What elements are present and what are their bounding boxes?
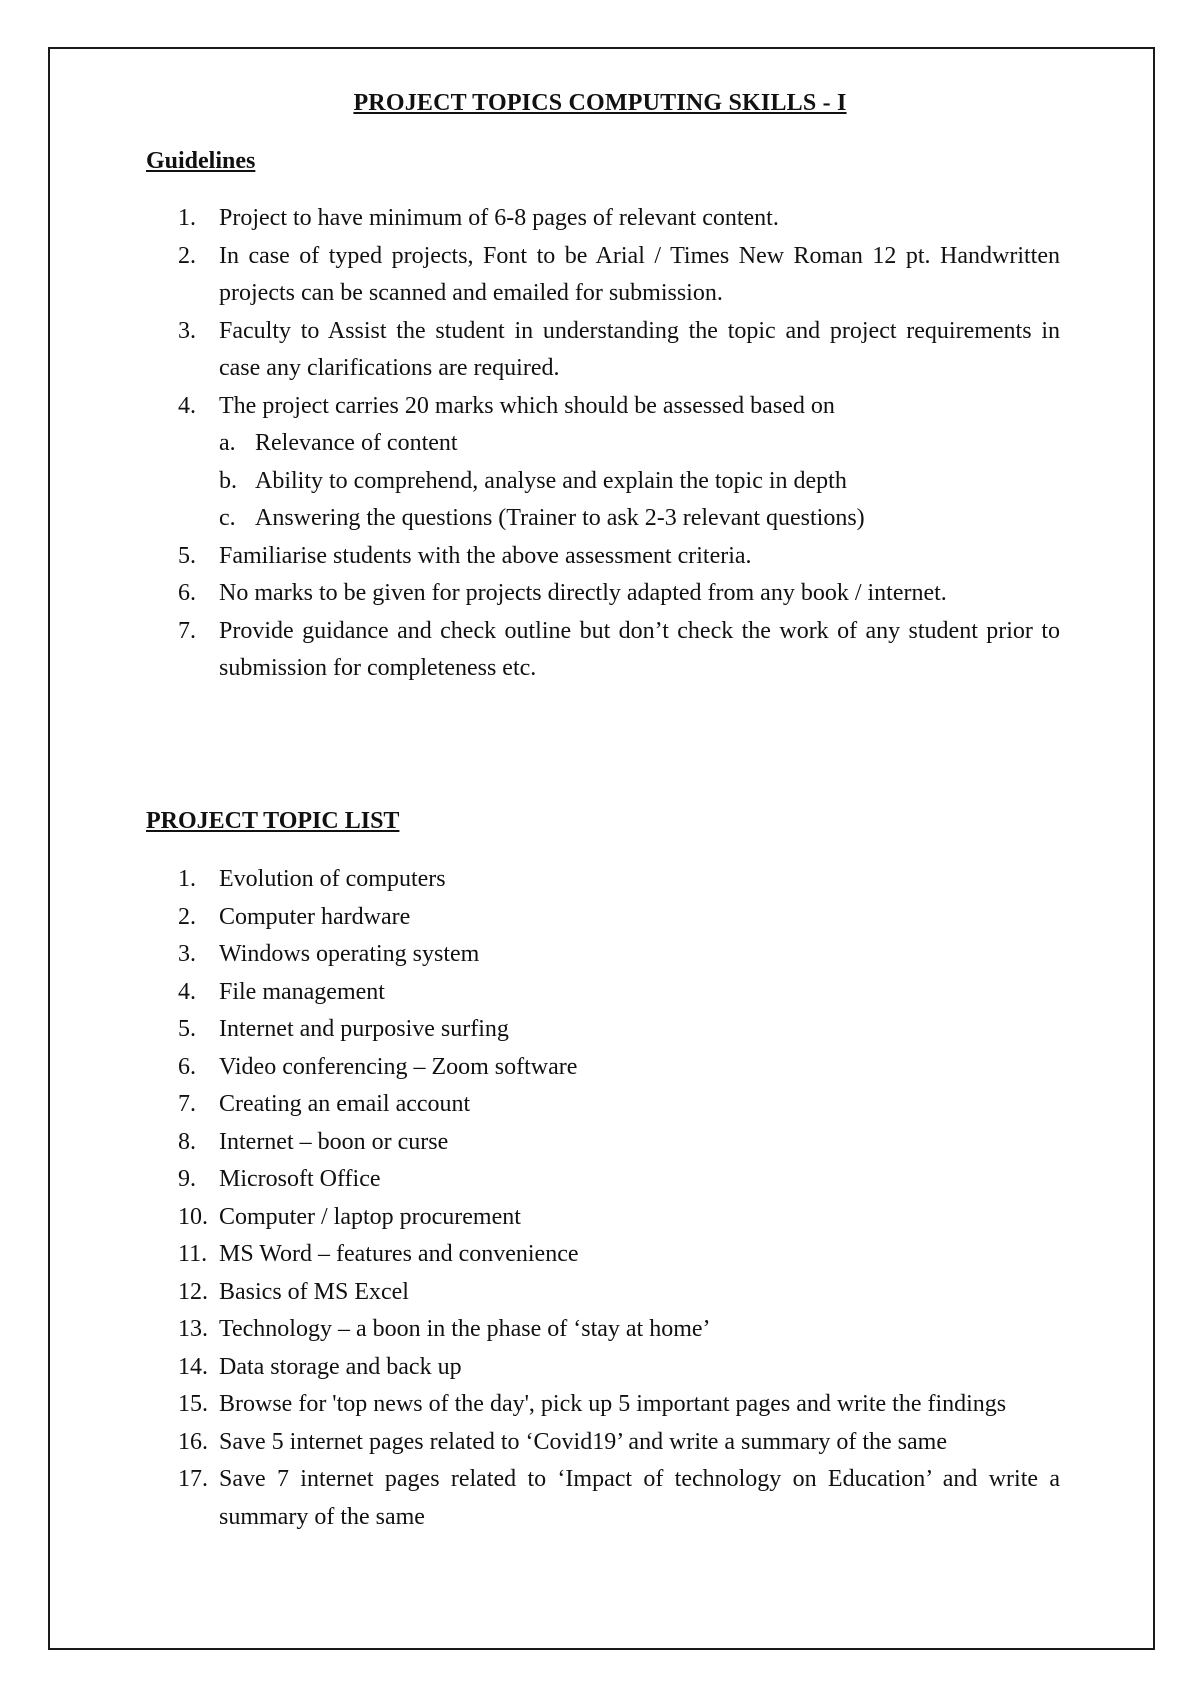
criteria-letter: a. xyxy=(219,430,236,456)
topic-number: 11. xyxy=(178,1241,208,1267)
guideline-text: Familiarise students with the above assessment criteria. xyxy=(219,542,752,569)
topic-text: Evolution of computers xyxy=(219,866,446,892)
guideline-text: In case of typed projects, Font to be Arial / Times New Roman 12 pt. Handwritten projects can be scanned and emailed for submission. xyxy=(219,242,1060,306)
criteria-text: Ability to comprehend, analyse and explain the topic in depth xyxy=(255,467,847,494)
topic-number: 8. xyxy=(178,1128,196,1155)
topic-text: Microsoft Office xyxy=(219,1166,381,1192)
topic-item xyxy=(146,861,1060,899)
guideline-number: 6. xyxy=(178,580,196,606)
topic-item xyxy=(146,1161,1060,1199)
topic-item xyxy=(146,1049,1060,1087)
topic-number: 3. xyxy=(178,941,196,967)
topic-number: 6. xyxy=(178,1053,196,1080)
topic-item xyxy=(146,1349,1060,1387)
topic-list-heading: PROJECT TOPIC LIST xyxy=(146,808,400,834)
guideline-item xyxy=(146,313,1060,388)
guideline-number: 1. xyxy=(178,205,196,231)
topic-item xyxy=(146,1386,1060,1424)
guidelines-heading: Guidelines xyxy=(146,148,256,174)
topic-number: 9. xyxy=(178,1166,196,1192)
topic-text: Creating an email account xyxy=(219,1091,471,1117)
guideline-text: No marks to be given for projects directly adapted from any book / internet. xyxy=(219,580,947,606)
guideline-item xyxy=(146,575,1060,613)
guideline-item xyxy=(146,238,1060,313)
guideline-item xyxy=(146,613,1060,688)
topic-number: 14. xyxy=(178,1353,208,1380)
guideline-number: 7. xyxy=(178,617,196,644)
topic-number: 17. xyxy=(178,1466,208,1492)
criteria-letter: b. xyxy=(219,467,237,494)
topic-number: 10. xyxy=(178,1203,208,1230)
guideline-item xyxy=(146,538,1060,576)
topic-text: Browse for 'top news of the day', pick up 5 important pages and write the findings xyxy=(219,1391,1007,1417)
guideline-item xyxy=(146,388,1060,538)
topic-number: 5. xyxy=(178,1016,196,1042)
guideline-number: 3. xyxy=(178,317,196,344)
guideline-number: 2. xyxy=(178,242,196,269)
topic-item xyxy=(146,1311,1060,1349)
topic-text: Computer / laptop procurement xyxy=(219,1203,521,1230)
topic-item xyxy=(146,1199,1060,1237)
topic-number: 13. xyxy=(178,1316,208,1342)
topic-item xyxy=(146,936,1060,974)
topic-text: Internet and purposive surfing xyxy=(219,1016,509,1042)
topic-item xyxy=(146,1424,1060,1462)
topic-item xyxy=(146,1461,1060,1536)
guideline-text: Project to have minimum of 6-8 pages of relevant content. xyxy=(219,205,779,231)
guideline-number: 4. xyxy=(178,392,196,419)
topic-text: Internet – boon or curse xyxy=(219,1128,449,1155)
guideline-text: Provide guidance and check outline but don’t check the work of any student prior to submission for completeness etc. xyxy=(219,617,1060,681)
criteria-item xyxy=(219,463,1060,501)
topic-item xyxy=(146,1274,1060,1312)
topic-item xyxy=(146,1086,1060,1124)
topic-number: 7. xyxy=(178,1091,196,1117)
guideline-number: 5. xyxy=(178,542,196,569)
topic-text: Save 7 internet pages related to ‘Impact of technology on Education’ and write a summary of the same xyxy=(219,1466,1060,1530)
topic-text: Save 5 internet pages related to ‘Covid19’ and write a summary of the same xyxy=(219,1428,947,1455)
topic-list xyxy=(146,861,1060,1536)
topic-item xyxy=(146,1011,1060,1049)
guideline-item xyxy=(146,200,1060,238)
topic-number: 15. xyxy=(178,1391,208,1417)
assessment-criteria-list xyxy=(219,425,1060,538)
document-title: PROJECT TOPICS COMPUTING SKILLS - I xyxy=(353,90,847,116)
topic-number: 1. xyxy=(178,866,196,892)
topic-item xyxy=(146,899,1060,937)
criteria-item xyxy=(219,500,1060,538)
topic-text: Computer hardware xyxy=(219,903,411,930)
criteria-item xyxy=(219,425,1060,463)
topic-text: Data storage and back up xyxy=(219,1353,462,1380)
topic-number: 12. xyxy=(178,1278,208,1305)
guideline-text: Faculty to Assist the student in understanding the topic and project requirements in case any clarifications are required. xyxy=(219,317,1060,381)
topic-item xyxy=(146,974,1060,1012)
topic-text: Windows operating system xyxy=(219,941,480,967)
topic-text: MS Word – features and convenience xyxy=(219,1241,579,1267)
criteria-letter: c. xyxy=(219,505,236,531)
topic-item xyxy=(146,1124,1060,1162)
topic-text: Basics of MS Excel xyxy=(219,1278,409,1305)
guideline-text: The project carries 20 marks which should be assessed based on xyxy=(219,392,835,419)
topic-text: File management xyxy=(219,978,385,1005)
topic-text: Video conferencing – Zoom software xyxy=(219,1053,578,1080)
topic-number: 4. xyxy=(178,978,196,1005)
topic-item xyxy=(146,1236,1060,1274)
topic-number: 16. xyxy=(178,1428,208,1455)
criteria-text: Relevance of content xyxy=(255,430,458,456)
criteria-text: Answering the questions (Trainer to ask 2-3 relevant questions) xyxy=(255,505,865,531)
topic-text: Technology – a boon in the phase of ‘stay at home’ xyxy=(219,1316,711,1342)
topic-number: 2. xyxy=(178,903,196,930)
guidelines-list xyxy=(146,200,1060,688)
